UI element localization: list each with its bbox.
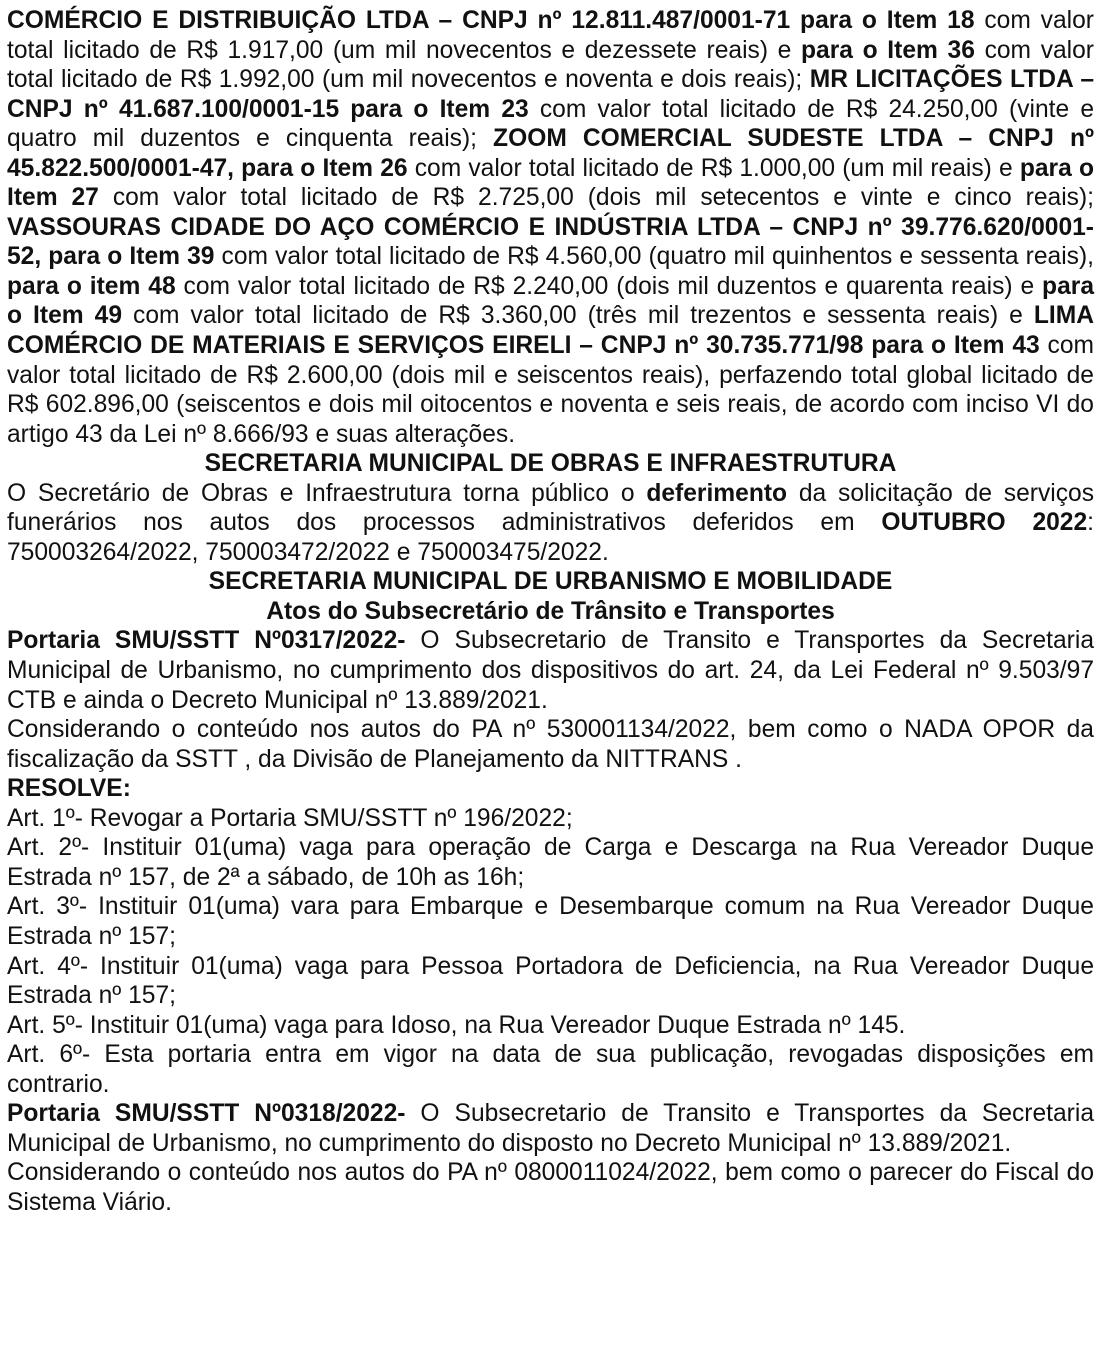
intro-text: com valor total licitado de R$ 3.360,00 (três mil trezentos e sessenta reais) e bbox=[122, 302, 1034, 330]
intro-bold: para o Item 49 bbox=[7, 272, 1094, 330]
obras-bold: OUTUBRO 2022 bbox=[881, 509, 1088, 537]
intro-text: com valor total licitado de R$ 1.917,00 (um mil novecentos e dezessete reais) e bbox=[7, 7, 1094, 64]
portaria-0318-paragraph bbox=[7, 1099, 1094, 1158]
article: Art. 6º- Esta portaria entra em vigor na data de sua publicação, revogadas disposições em contrario. bbox=[7, 1041, 1094, 1098]
obras-bold: deferimento bbox=[646, 479, 788, 507]
intro-bold: VASSOURAS CIDADE DO AÇO COMÉRCIO E INDÚSTRIA LTDA – CNPJ nº 39.776.620/0001-52, para o Item 39 bbox=[7, 213, 1094, 271]
portaria-0317-title: Portaria SMU/SSTT Nº0317/2022- bbox=[7, 627, 406, 655]
obras-text: da solicitação de serviços funerários nos autos dos processos administrativos deferidos em bbox=[7, 479, 1094, 537]
section-subheading-transito: Atos do Subsecretário de Trânsito e Transportes bbox=[266, 597, 835, 625]
obras-text: O Secretário de Obras e Infraestrutura torna público o bbox=[7, 479, 647, 507]
portaria-0318-text: O Subsecretario de Transito e Transportes da Secretaria Municipal de Urbanismo, no cumprimento do disposto no Decreto Municipal nº 13.889/2021. bbox=[7, 1100, 1095, 1157]
intro-text: com valor total licitado de R$ 1.000,00 (um mil reais) e bbox=[407, 154, 1020, 182]
obras-text: : 750003264/2022, 750003472/2022 e 750003475/2022. bbox=[7, 509, 1095, 566]
intro-text: com valor total licitado de R$ 24.250,00 (vinte e quatro mil duzentos e cinquenta reais); bbox=[7, 95, 1095, 153]
article: Art. 1º- Revogar a Portaria SMU/SSTT nº 196/2022; bbox=[7, 804, 573, 832]
intro-text: com valor total licitado de R$ 2.240,00 (dois mil duzentos e quarenta reais) e bbox=[175, 272, 1043, 300]
intro-text: com valor total licitado de R$ 4.560,00 (quatro mil quinhentos e sessenta reais), bbox=[214, 243, 1094, 271]
intro-bold: para o Item 36 bbox=[801, 36, 975, 64]
intro-bold: para o Item 27 bbox=[7, 154, 1094, 212]
article: Art. 5º- Instituir 01(uma) vaga para Idoso, na Rua Vereador Duque Estrada nº 145. bbox=[7, 1011, 906, 1039]
intro-bold: LIMA COMÉRCIO DE MATERIAIS E SERVIÇOS EIRELI – CNPJ nº 30.735.771/98 para o Item 43 bbox=[7, 302, 1094, 360]
obras-paragraph bbox=[7, 479, 1094, 568]
intro-paragraph bbox=[7, 6, 1094, 449]
portaria-0317-paragraph bbox=[7, 626, 1094, 715]
portaria-0318-title: Portaria SMU/SSTT Nº0318/2022- bbox=[7, 1100, 406, 1128]
intro-text: com valor total licitado de R$ 2.725,00 (dois mil setecentos e vinte e cinco reais); bbox=[98, 184, 1095, 212]
section-heading-obras: SECRETARIA MUNICIPAL DE OBRAS E INFRAESTRUTURA bbox=[204, 450, 897, 478]
portaria-0318-considerando: Considerando o conteúdo nos autos do PA nº 0800011024/2022, bem como o parecer do Fiscal do Sistema Viário. bbox=[7, 1159, 1094, 1216]
intro-bold: para o item 48 bbox=[7, 272, 176, 300]
resolve-text: RESOLVE: bbox=[7, 775, 131, 803]
section-heading-urbanismo: SECRETARIA MUNICIPAL DE URBANISMO E MOBILIDADE bbox=[208, 568, 893, 596]
intro-bold: ZOOM COMERCIAL SUDESTE LTDA – CNPJ nº 45.822.500/0001-47, para o Item 26 bbox=[7, 125, 1094, 182]
article: Art. 3º- Instituir 01(uma) vara para Embarque e Desembarque comum na Rua Vereador Duque Estrada nº 157; bbox=[7, 893, 1094, 950]
resolve-label bbox=[7, 774, 1094, 804]
intro-text: com valor total licitado de R$ 1.992,00 (um mil novecentos e noventa e dois reais); bbox=[7, 36, 1094, 94]
article: Art. 2º- Instituir 01(uma) vaga para operação de Carga e Descarga na Rua Vereador Duque Estrada nº 157, de 2ª a sábado, de 10h as 16h; bbox=[7, 834, 1094, 891]
article: Art. 4º- Instituir 01(uma) vaga para Pessoa Portadora de Deficiencia, na Rua Vereador Duque Estrada nº 157; bbox=[7, 952, 1094, 1010]
intro-bold: COMÉRCIO E DISTRIBUIÇÃO LTDA – CNPJ nº 12.811.487/0001-71 para o Item 18 bbox=[7, 7, 975, 34]
intro-text: com valor total licitado de R$ 2.600,00 (dois mil e seiscentos reais), perfazendo total global licitado de R$ 602.896,00 (seiscentos e dois mil oitocentos e noventa e seis reais, de acordo com inciso VI do artigo 43 da Lei nº 8.666/93 e suas alterações. bbox=[7, 332, 1094, 448]
portaria-0317-text: O Subsecretario de Transito e Transportes da Secretaria Municipal de Urbanismo, no cumprimento dos dispositivos do art. 24, da Lei Federal nº 9.503/97 CTB e ainda o Decreto Municipal nº 13.889/2021. bbox=[7, 627, 1095, 714]
intro-bold: MR LICITAÇÕES LTDA – CNPJ nº 41.687.100/0001-15 para o Item 23 bbox=[7, 66, 1095, 123]
portaria-0317-considerando: Considerando o conteúdo nos autos do PA nº 530001134/2022, bem como o NADA OPOR da fiscalização da SSTT , da Divisão de Planejamento da NITTRANS . bbox=[7, 716, 1094, 773]
